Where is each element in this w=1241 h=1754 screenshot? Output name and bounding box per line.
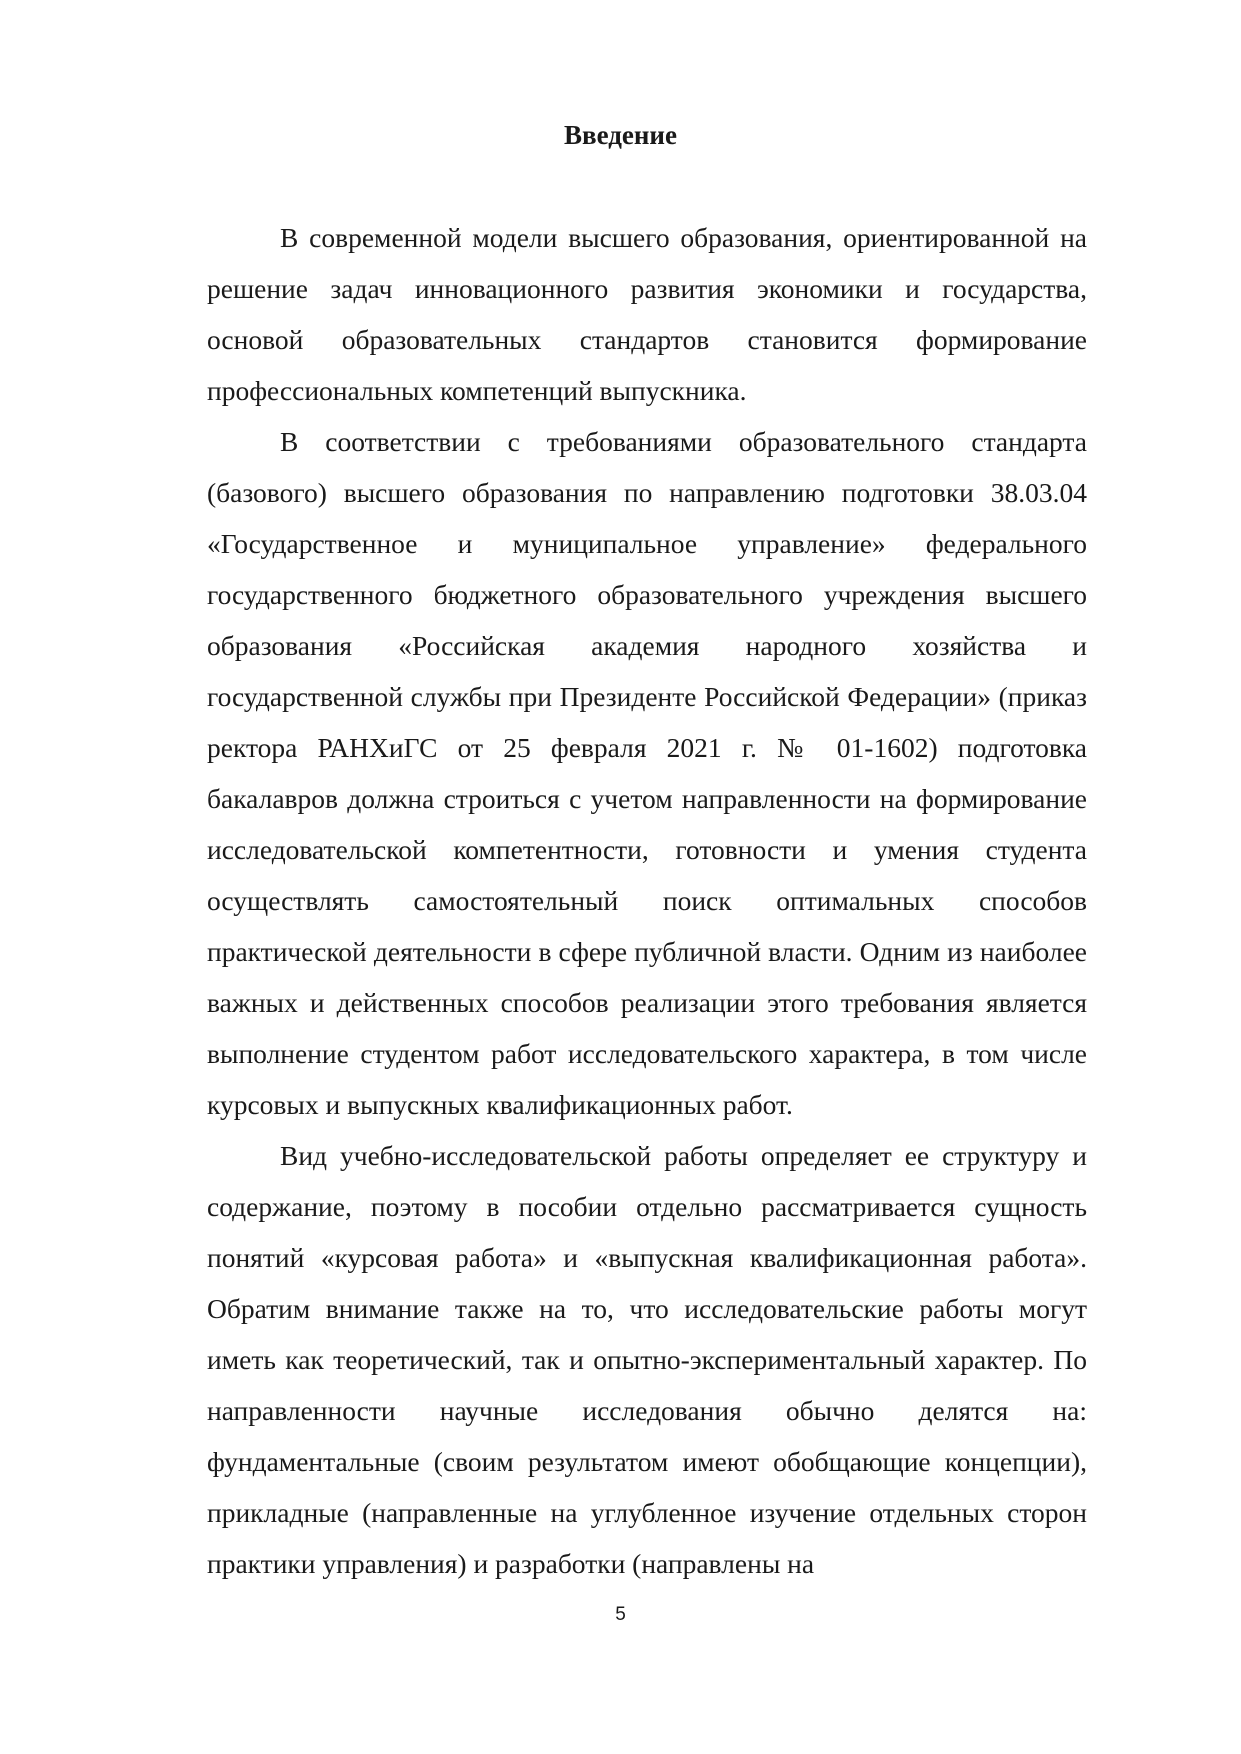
paragraph-3: Вид учебно-исследовательской работы определяет ее структуру и содержание, поэтому в пособии отдельно рассматривается сущность понятий «курсовая работа» и «выпускная квалификационная работа». Обратим внимание также на то, что исследовательские работы могут иметь как теоретический, так и опытно-экспериментальный характер. По направленности научные исследования обычно делятся на: фундаментальные (своим результатом имеют обобщающие концепции), прикладные (направленные на углубленное изучение отдельных сторон практики управления) и разработки (направлены на <box>207 1140 1087 1579</box>
paragraph-1: В современной модели высшего образования, ориентированной на решение задач инновационного развития экономики и государства, основой образовательных стандартов становится формирование профессиональных компетенций выпускника. <box>207 222 1087 406</box>
body-text <box>207 212 1087 1589</box>
paragraph-2: В соответствии с требованиями образовательного стандарта (базового) высшего образования по направлению подготовки 38.03.04 «Государственное и муниципальное управление» федерального государственного бюджетного образовательного учреждения высшего образования «Российская академия народного хозяйства и государственной службы при Президенте Российской Федерации» (приказ ректора РАНХиГС от 25 февраля 2021 г. № 01-1602) подготовка бакалавров должна строиться с учетом направленности на формирование исследовательской компетентности, готовности и умения студента осуществлять самостоятельный поиск оптимальных способов практической деятельности в сфере публичной власти. Одним из наиболее важных и действенных способов реализации этого требования является выполнение студентом работ исследовательского характера, в том числе курсовых и выпускных квалификационных работ. <box>207 426 1087 1120</box>
page-number: 5 <box>615 1604 626 1625</box>
section-heading: Введение <box>564 120 677 150</box>
